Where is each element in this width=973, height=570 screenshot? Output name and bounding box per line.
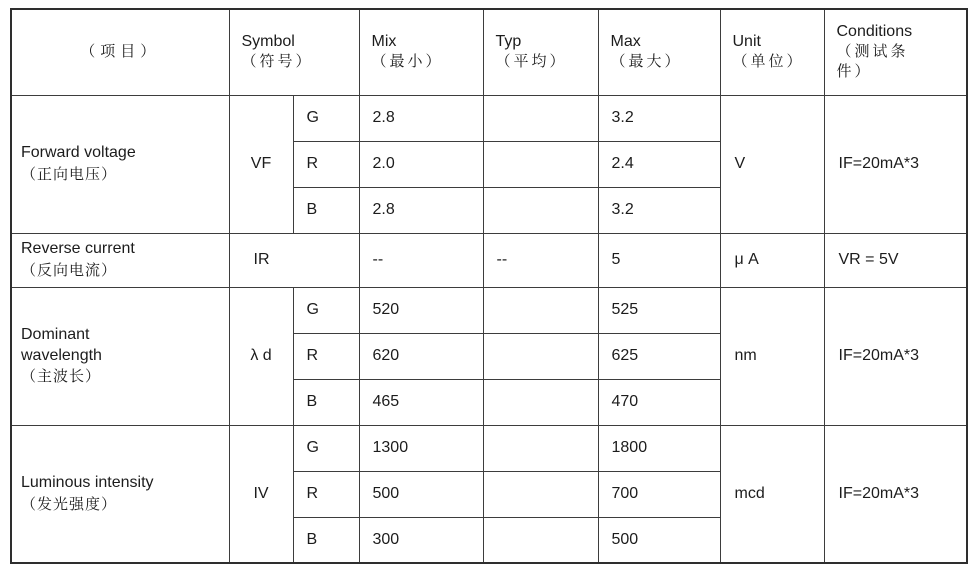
header-unit	[720, 9, 824, 95]
header-conditions-en: Conditions	[836, 23, 913, 40]
header-item-label: （项目）	[80, 43, 161, 61]
header-mix-zh: （最小）	[371, 53, 444, 71]
header-item	[11, 9, 229, 95]
mix-value-cell: 500	[359, 471, 483, 517]
table-row	[11, 287, 967, 333]
channel-cell: G	[293, 425, 359, 471]
mix-value-cell: 2.0	[359, 141, 483, 187]
max-value-cell: 3.2	[598, 95, 720, 141]
channel-cell: B	[293, 379, 359, 425]
header-mix	[359, 9, 483, 95]
item-name-zh: （反向电流）	[21, 261, 118, 279]
item-name-en: Luminous intensity	[21, 473, 154, 491]
typ-value-cell	[483, 517, 598, 563]
header-symbol-en: Symbol	[241, 33, 295, 51]
mix-value-cell: 2.8	[359, 95, 483, 141]
row-header-reverse-current	[11, 233, 229, 287]
typ-value-cell: --	[483, 233, 598, 287]
max-value-cell: 3.2	[598, 187, 720, 233]
channel-cell: G	[293, 287, 359, 333]
item-name-en: Reverse current	[21, 240, 135, 258]
typ-value-cell	[483, 141, 598, 187]
unit-cell: mcd	[720, 425, 824, 563]
condition-cell: VR = 5V	[824, 233, 967, 287]
header-typ-zh: （平均）	[495, 53, 568, 71]
item-name-en: Forward voltage	[21, 144, 136, 162]
condition-cell: IF=20mA*3	[824, 425, 967, 563]
symbol-cell-ir: IR	[229, 233, 359, 287]
mix-value-cell: 1300	[359, 425, 483, 471]
table-row	[11, 233, 967, 287]
condition-cell: IF=20mA*3	[824, 95, 967, 233]
led-spec-table	[10, 8, 968, 564]
mix-value-cell: 520	[359, 287, 483, 333]
typ-value-cell	[483, 425, 598, 471]
header-unit-en: Unit	[732, 33, 761, 51]
unit-cell: V	[720, 95, 824, 233]
header-symbol	[229, 9, 359, 95]
symbol-cell-iv: IV	[229, 425, 293, 563]
mix-value-cell: 300	[359, 517, 483, 563]
max-value-cell: 625	[598, 333, 720, 379]
item-name-zh: （发光强度）	[21, 495, 118, 513]
typ-value-cell	[483, 379, 598, 425]
row-header-forward-voltage	[11, 95, 229, 233]
channel-cell: R	[293, 141, 359, 187]
max-value-cell: 1800	[598, 425, 720, 471]
typ-value-cell	[483, 187, 598, 233]
unit-cell: μ A	[720, 233, 824, 287]
channel-cell: G	[293, 95, 359, 141]
mix-value-cell: 465	[359, 379, 483, 425]
header-typ-en: Typ	[495, 33, 522, 51]
condition-cell: IF=20mA*3	[824, 287, 967, 425]
symbol-cell-lambda-d: λ d	[229, 287, 293, 425]
symbol-cell-vf: VF	[229, 95, 293, 233]
header-max-en: Max	[610, 33, 641, 51]
header-max	[598, 9, 720, 95]
max-value-cell: 525	[598, 287, 720, 333]
header-mix-en: Mix	[371, 33, 397, 51]
mix-value-cell: --	[359, 233, 483, 287]
header-symbol-zh: （符号）	[241, 53, 314, 71]
max-value-cell: 2.4	[598, 141, 720, 187]
typ-value-cell	[483, 471, 598, 517]
table-row	[11, 425, 967, 471]
item-name-en: Dominant wavelength	[21, 325, 102, 364]
header-typ	[483, 9, 598, 95]
header-conditions	[824, 9, 967, 95]
typ-value-cell	[483, 95, 598, 141]
header-max-zh: （最大）	[610, 53, 683, 71]
header-conditions-zh: （测试条件）	[836, 43, 909, 81]
max-value-cell: 700	[598, 471, 720, 517]
mix-value-cell: 2.8	[359, 187, 483, 233]
max-value-cell: 470	[598, 379, 720, 425]
channel-cell: R	[293, 333, 359, 379]
mix-value-cell: 620	[359, 333, 483, 379]
channel-cell: B	[293, 517, 359, 563]
channel-cell: B	[293, 187, 359, 233]
item-name-zh: （主波长）	[21, 368, 102, 386]
row-header-luminous-intensity	[11, 425, 229, 563]
max-value-cell: 500	[598, 517, 720, 563]
table-row	[11, 95, 967, 141]
row-header-dominant-wavelength	[11, 287, 229, 425]
item-name-zh: （正向电压）	[21, 165, 118, 183]
typ-value-cell	[483, 287, 598, 333]
max-value-cell: 5	[598, 233, 720, 287]
table-header-row	[11, 9, 967, 95]
channel-cell: R	[293, 471, 359, 517]
unit-cell: nm	[720, 287, 824, 425]
header-unit-zh: （单位）	[732, 53, 805, 71]
typ-value-cell	[483, 333, 598, 379]
